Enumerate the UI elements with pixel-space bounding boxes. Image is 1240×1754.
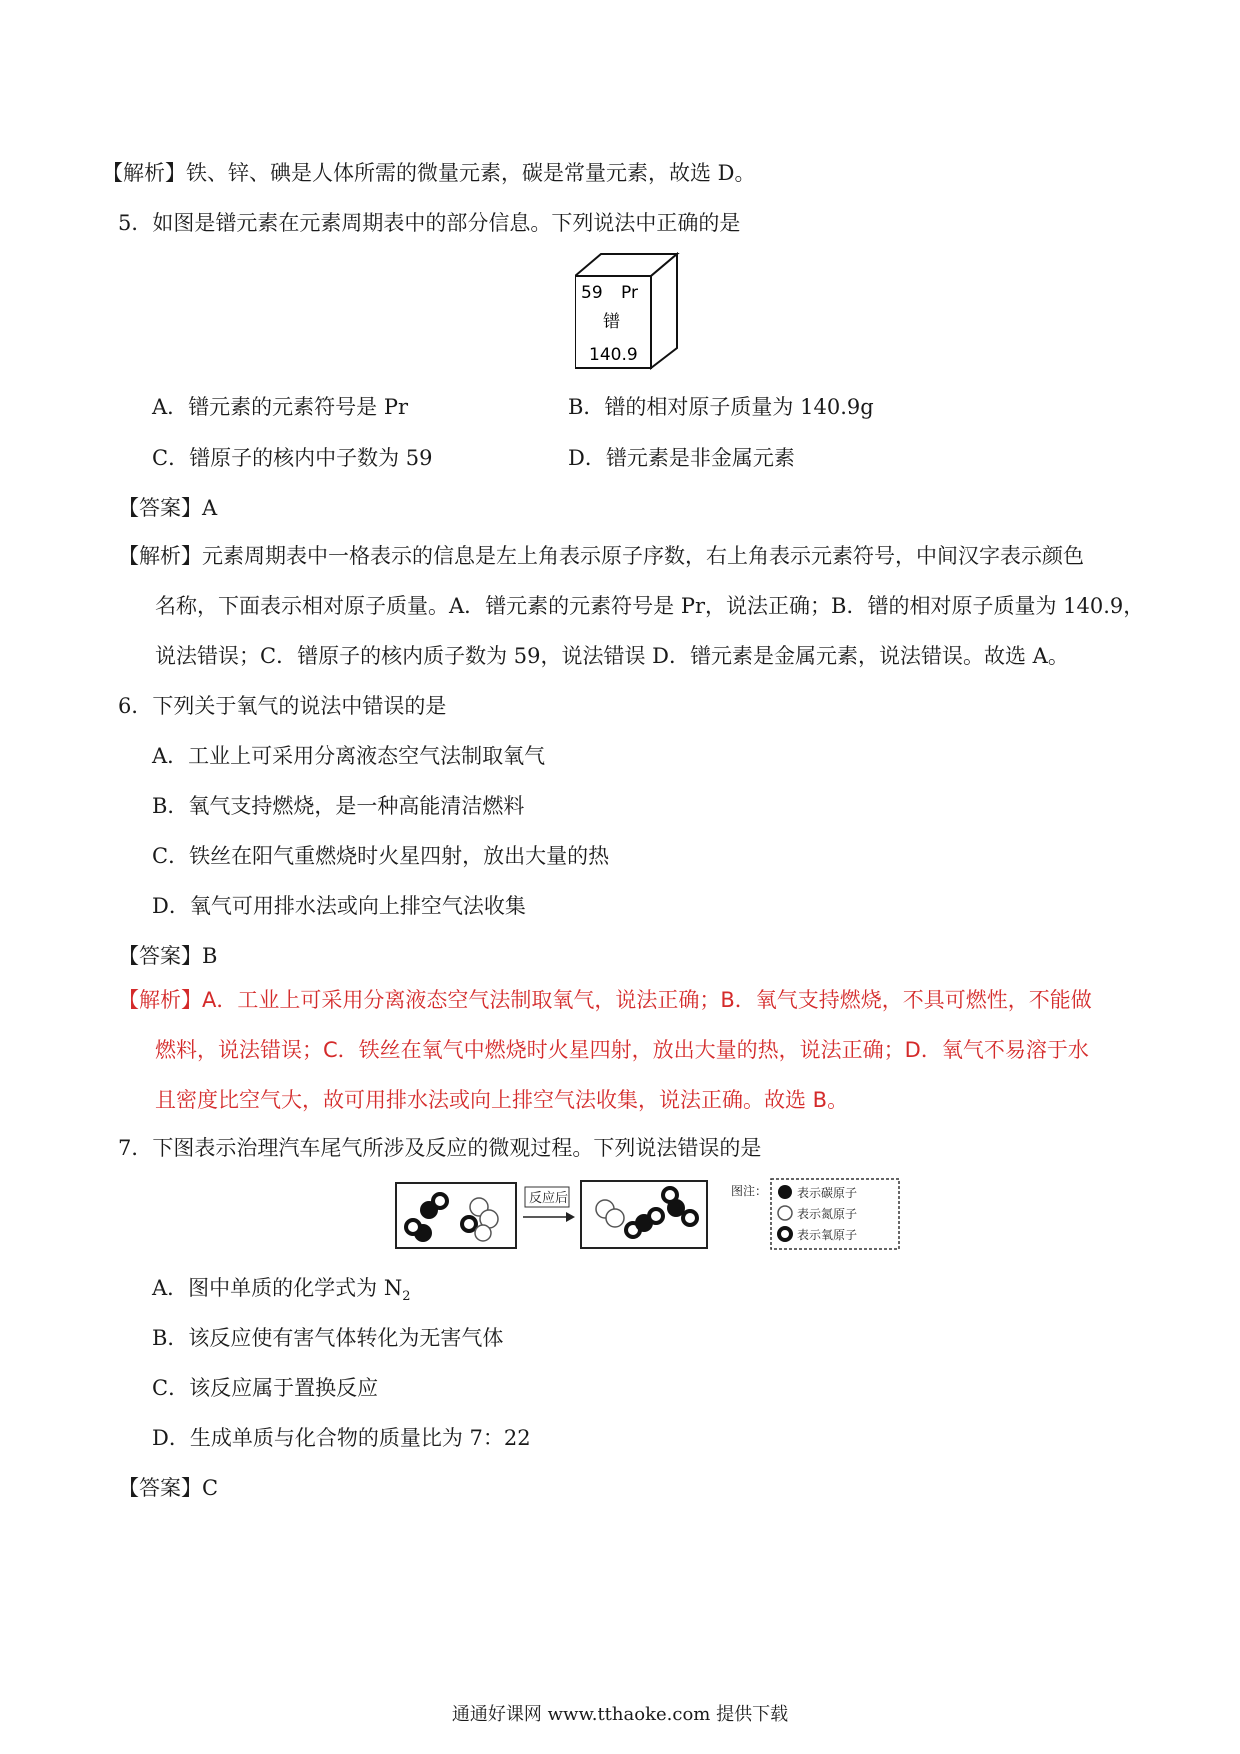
q5-analysis-line: 说法错误；C．镨原子的核内质子数为 59，说法错误 D．镨元素是金属元素，说法错误。故选 A。 [155, 644, 1069, 668]
q7-option-c: C．该反应属于置换反应 [152, 1376, 379, 1400]
q5-option-b: B．镨的相对原子质量为 140.9g [568, 395, 874, 419]
legend-oxygen: 表示氧原子 [797, 1228, 858, 1242]
q7-option-a-subscript: 2 [402, 1289, 411, 1305]
q6-analysis-line: 燃料，说法错误；C．铁丝在氧气中燃烧时火星四射，放出大量的热，说法正确；D．氧气不易溶于水 [155, 1038, 1089, 1062]
element-name: 镨 [603, 312, 620, 332]
q5-analysis-line: 名称，下面表示相对原子质量。A．镨元素的元素符号是 Pr，说法正确；B．镨的相对原子质量为 140.9， [155, 594, 1145, 618]
element-symbol: Pr [621, 283, 638, 303]
legend-carbon: 表示碳原子 [797, 1186, 858, 1200]
q7-option-a-text: A．图中单质的化学式为 N [152, 1276, 403, 1300]
q6-option-c: C．铁丝在阳气重燃烧时火星四射，放出大量的热 [152, 844, 610, 868]
q6-stem: 6．下列关于氧气的说法中错误的是 [118, 694, 447, 718]
q7-answer: 【答案】C [118, 1476, 219, 1500]
q7-option-b: B．该反应使有害气体转化为无害气体 [152, 1326, 504, 1350]
q5-option-d: D．镨元素是非金属元素 [568, 446, 795, 470]
q6-option-d: D．氧气可用排水法或向上排空气法收集 [152, 894, 526, 918]
q6-analysis-line: 【解析】A．工业上可采用分离液态空气法制取氧气，说法正确；B．氧气支持燃烧，不具可燃性，不能做 [118, 988, 1092, 1012]
q4-analysis: 【解析】铁、锌、碘是人体所需的微量元素，碳是常量元素，故选 D。 [102, 161, 756, 185]
q6-answer: 【答案】B [118, 944, 218, 968]
q6-analysis-line: 且密度比空气大，故可用排水法或向上排空气法收集，说法正确。故选 B。 [155, 1088, 849, 1112]
q7-stem: 7．下图表示治理汽车尾气所涉及反应的微观过程。下列说法错误的是 [118, 1136, 762, 1160]
q5-answer: 【答案】A [118, 496, 218, 520]
arrow-label: 反应后 [529, 1191, 569, 1206]
reaction-diagram [393, 1175, 903, 1255]
q6-option-a: A．工业上可采用分离液态空气法制取氧气 [152, 744, 546, 768]
q5-stem: 5．如图是镨元素在元素周期表中的部分信息。下列说法中正确的是 [118, 211, 741, 235]
q7-option-d: D．生成单质与化合物的质量比为 7：22 [152, 1426, 531, 1450]
q6-option-b: B．氧气支持燃烧，是一种高能清洁燃料 [152, 794, 525, 818]
q5-option-a: A．镨元素的元素符号是 Pr [152, 395, 409, 419]
element-mass: 140.9 [589, 345, 638, 365]
element-number: 59 [581, 283, 603, 303]
q7-option-a [152, 1273, 411, 1312]
legend-nitrogen: 表示氮原子 [797, 1207, 858, 1221]
q5-analysis-line: 【解析】元素周期表中一格表示的信息是左上角表示原子序数，右上角表示元素符号，中间汉字表示颜色 [118, 544, 1084, 568]
page-footer: 通通好课网 www.tthaoke.com 提供下载 [451, 1704, 789, 1725]
praseodymium-element-figure [575, 250, 695, 375]
legend-title: 图注： [731, 1184, 768, 1198]
q5-option-c: C．镨原子的核内中子数为 59 [152, 446, 433, 470]
